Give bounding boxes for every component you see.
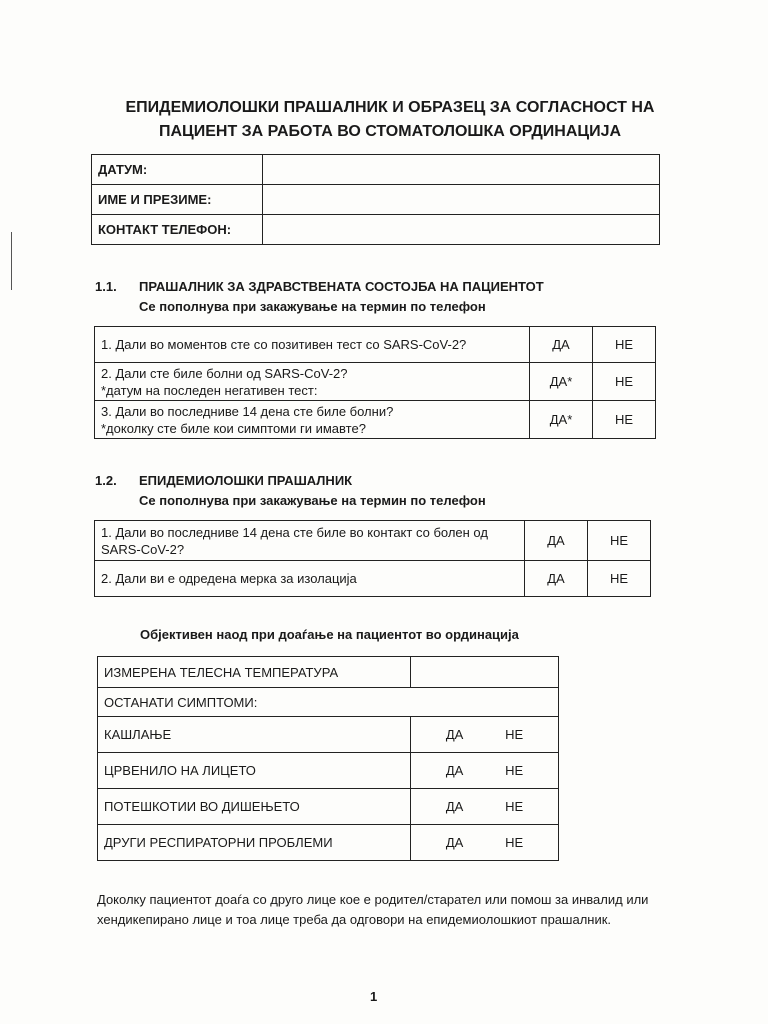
- table-row: [95, 327, 656, 363]
- question-cell: [95, 521, 525, 561]
- yes-option[interactable]: ДА: [445, 799, 464, 814]
- yes-option[interactable]: ДА: [445, 727, 464, 742]
- table-row: [98, 789, 559, 825]
- temperature-label: ИЗМЕРЕНА ТЕЛЕСНА ТЕМПЕРАТУРА: [98, 657, 411, 688]
- yes-option[interactable]: ДА: [525, 521, 588, 561]
- no-option[interactable]: НЕ: [593, 363, 656, 401]
- title-line-2: ПАЦИЕНТ ЗА РАБОТА ВО СТОМАТОЛОШКА ОРДИНАЦИЈА: [158, 123, 622, 140]
- table-row: [98, 717, 559, 753]
- symptoms-row: [98, 688, 559, 717]
- no-option[interactable]: НЕ: [588, 561, 651, 597]
- question-cell: [95, 363, 530, 401]
- no-option[interactable]: НЕ: [505, 763, 524, 778]
- question-text: 2. Дали ви е одредена мерка за изолација: [101, 571, 357, 586]
- phone-label: КОНТАКТ ТЕЛЕФОН:: [92, 215, 263, 245]
- temperature-field[interactable]: [411, 657, 559, 688]
- question-note: *доколку сте биле кои симптоми ги имавте?: [101, 420, 366, 436]
- objective-heading: Објективен наод при доаѓање на пациентот во ординација: [140, 627, 519, 642]
- section2-heading: [95, 473, 352, 488]
- temperature-row: [98, 657, 559, 688]
- no-option[interactable]: НЕ: [593, 401, 656, 439]
- table-row: [95, 401, 656, 439]
- section1-table: [94, 326, 656, 439]
- section1-subtitle: Се пополнува при закажување на термин по телефон: [139, 299, 486, 314]
- no-option[interactable]: НЕ: [505, 799, 524, 814]
- question-text: 2. Дали сте биле болни од SARS-CoV-2?: [101, 365, 348, 381]
- question-text: 1. Дали во моментов сте со позитивен тест со SARS-CoV-2?: [101, 337, 467, 352]
- section2-table: [94, 520, 651, 597]
- symptom-label: ЦРВЕНИЛО НА ЛИЦЕТО: [98, 753, 411, 789]
- yes-option[interactable]: ДА: [530, 327, 593, 363]
- no-option[interactable]: НЕ: [505, 835, 524, 850]
- answer-cell: [411, 717, 559, 753]
- section2-subtitle: Се пополнува при закажување на термин по телефон: [139, 493, 486, 508]
- phone-field[interactable]: [263, 215, 660, 245]
- no-option[interactable]: НЕ: [588, 521, 651, 561]
- yes-option[interactable]: ДА: [525, 561, 588, 597]
- symptom-label: ДРУГИ РЕСПИРАТОРНИ ПРОБЛЕМИ: [98, 825, 411, 861]
- name-field[interactable]: [263, 185, 660, 215]
- section1-heading: [95, 279, 544, 294]
- page-number: 1: [370, 989, 378, 1004]
- question-cell: [95, 561, 525, 597]
- patient-info-table: [91, 154, 660, 245]
- section2-number: 1.2.: [95, 473, 117, 488]
- document-title: [90, 96, 690, 144]
- table-row: [98, 753, 559, 789]
- answer-cell: [411, 825, 559, 861]
- table-row: [98, 825, 559, 861]
- symptom-label: ПОТЕШКОТИИ ВО ДИШЕЊЕТО: [98, 789, 411, 825]
- section1-number: 1.1.: [95, 279, 117, 294]
- date-row: [92, 155, 660, 185]
- phone-row: [92, 215, 660, 245]
- question-text: 1. Дали во последниве 14 дена сте биле во контакт со болен од: [101, 524, 488, 540]
- date-field[interactable]: [263, 155, 660, 185]
- question-text-continued: SARS-CoV-2?: [101, 541, 185, 557]
- name-row: [92, 185, 660, 215]
- title-line-1: ЕПИДЕМИОЛОШКИ ПРАШАЛНИК И ОБРАЗЕЦ ЗА СОГЛАСНОСТ НА: [125, 99, 655, 116]
- question-cell: [95, 401, 530, 439]
- yes-option[interactable]: ДА*: [530, 363, 593, 401]
- scan-margin-mark: [11, 232, 12, 290]
- no-option[interactable]: НЕ: [505, 727, 524, 742]
- date-label: ДАТУМ:: [92, 155, 263, 185]
- no-option[interactable]: НЕ: [593, 327, 656, 363]
- yes-option[interactable]: ДА: [445, 763, 464, 778]
- section2-title: ЕПИДЕМИОЛОШКИ ПРАШАЛНИК: [139, 473, 353, 488]
- section1-title: ПРАШАЛНИК ЗА ЗДРАВСТВЕНАТА СОСТОЈБА НА ПАЦИЕНТОТ: [139, 279, 544, 294]
- name-label: ИМЕ И ПРЕЗИМЕ:: [92, 185, 263, 215]
- symptoms-label: ОСТАНАТИ СИМПТОМИ:: [98, 688, 559, 717]
- symptom-label: КАШЛАЊЕ: [98, 717, 411, 753]
- yes-option[interactable]: ДА: [445, 835, 464, 850]
- yes-option[interactable]: ДА*: [530, 401, 593, 439]
- answer-cell: [411, 753, 559, 789]
- question-note: *датум на последен негативен тест:: [101, 382, 318, 398]
- table-row: [95, 561, 651, 597]
- question-cell: [95, 327, 530, 363]
- question-text: 3. Дали во последниве 14 дена сте биле болни?: [101, 403, 394, 419]
- companion-note: Доколку пациентот доаѓа со друго лице кое е родител/старател или помош за инвалид или хендикепирано лице и тоа лице треба да одговори на епидемиолошкиот прашалник.: [97, 892, 649, 927]
- objective-table: [97, 656, 559, 861]
- table-row: [95, 363, 656, 401]
- answer-cell: [411, 789, 559, 825]
- table-row: [95, 521, 651, 561]
